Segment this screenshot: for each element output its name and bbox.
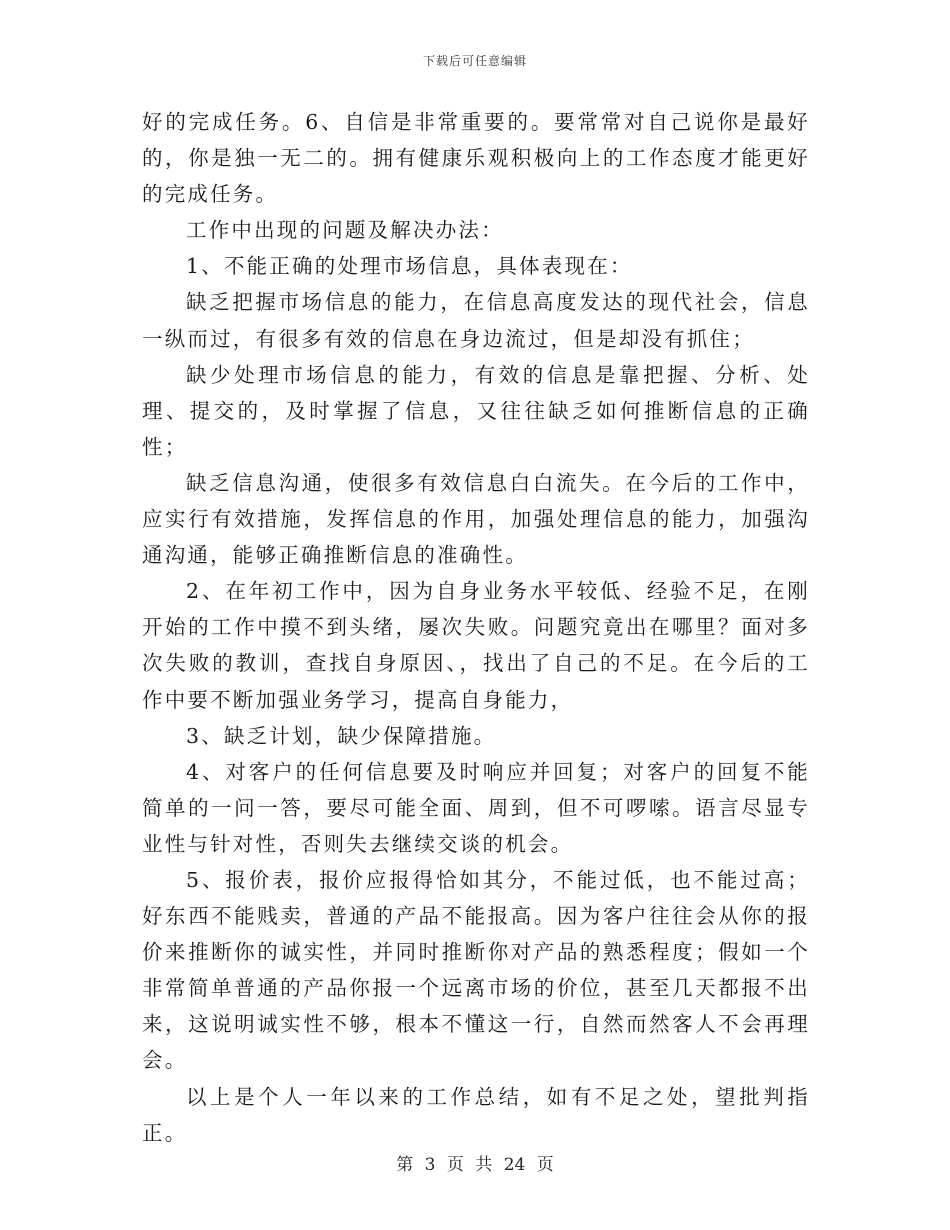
paragraph-item-5: 5、报价表，报价应报得恰如其分，不能过低，也不能过高；好东西不能贱卖，普通的产品不能报高。因为客户往往会从你的报价来推断你的诚实性，并同时推断你对产品的熟悉程度；假如一个非常简单普通的产品你报一个远离市场的价位，甚至几天都报不出来，这说明诚实性不够，根本不懂这一行，自然而然客人不会再理会。: [142, 867, 810, 1073]
paragraph-item-1b: 缺少处理市场信息的能力，有效的信息是靠把握、分析、处理、提交的，及时掌握了信息，又往往缺乏如何推断信息的正确性；: [142, 362, 810, 459]
paragraph-item-1: 1、不能正确的处理市场信息，具体表现在：: [186, 254, 633, 279]
document-body: [142, 104, 810, 1151]
paragraph-item-2: 2、在年初工作中，因为自身业务水平较低、经验不足，在刚开始的工作中摸不到头绪，屡次失败。问题究竟出在哪里？面对多次失败的教训，查找自身原因、，找出了自己的不足。在今后的工作中要不断加强业务学习，提高自身能力，: [142, 579, 810, 712]
paragraph-conclusion: 以上是个人一年以来的工作总结，如有不足之处，望批判指正。: [142, 1084, 810, 1145]
paragraph-problems-heading: 工作中出现的问题及解决办法：: [186, 218, 504, 243]
paragraph-item-1a: 缺乏把握市场信息的能力，在信息高度发达的现代社会，信息一纵而过，有很多有效的信息在身边流过，但是却没有抓住；: [142, 290, 810, 351]
page-number-footer: 第 3 页 共 24 页: [396, 1155, 554, 1175]
paragraph-continuation: 好的完成任务。6、自信是非常重要的。要常常对自己说你是最好的，你是独一无二的。拥有健康乐观积极向上的工作态度才能更好的完成任务。: [142, 110, 810, 207]
paragraph-item-4: 4、对客户的任何信息要及时响应并回复；对客户的回复不能简单的一问一答，要尽可能全面、周到，但不可啰嗦。语言尽显专业性与针对性，否则失去继续交谈的机会。: [142, 759, 810, 856]
page-header: 下载后可任意编辑: [422, 54, 527, 68]
paragraph-item-3: 3、缺乏计划，缺少保障措施。: [186, 723, 497, 748]
paragraph-item-1c: 缺乏信息沟通，使很多有效信息白白流失。在今后的工作中，应实行有效措施，发挥信息的作用，加强处理信息的能力，加强沟通沟通，能够正确推断信息的准确性。: [142, 470, 810, 568]
